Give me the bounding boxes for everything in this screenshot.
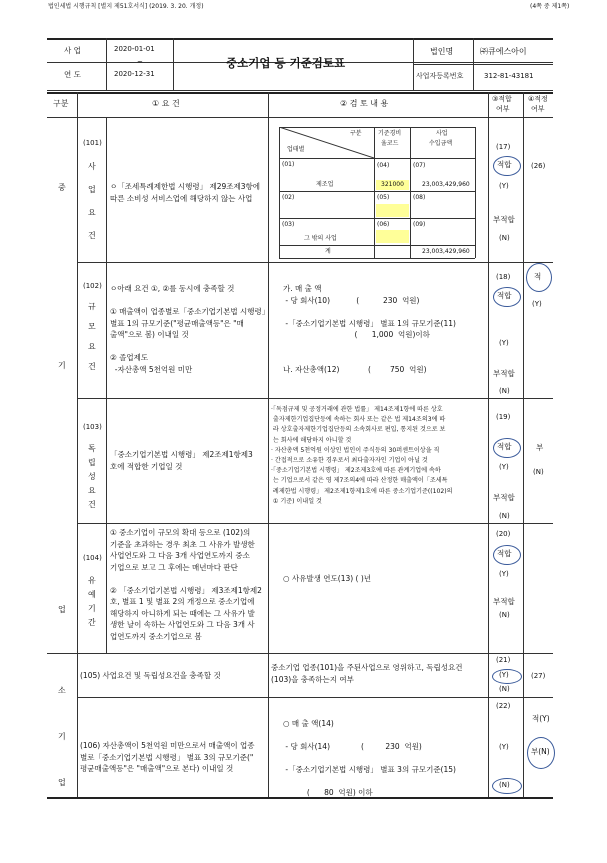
row102-fit-unfit: 부적합 <box>493 369 515 378</box>
form-title: 중소기업 등 기준검토표 <box>226 56 346 70</box>
row103-fit-n: (N) <box>499 512 510 520</box>
col-requirements: ① 요 건 <box>152 99 180 108</box>
highlight <box>376 204 409 217</box>
row102-fit-yes: 적합 <box>497 291 512 300</box>
row101-fit-yes: 적합 <box>497 160 512 169</box>
row104-label-char: 간 <box>88 618 96 627</box>
row101-fit-unfit: 부적합 <box>493 215 515 224</box>
row106-applied-yes: 적(Y) <box>532 714 550 723</box>
row102-requirement: ㅇ아래 요건 ①, ②를 동시에 충족할 것 ① 매출액이 업종별로「중소기업기본법 시행령」 별표 1의 규모기준("평균매출액등"은 "매 출액"으로 봄) 이내일 것 ② 졸업제도 -자산총액 5천억원 미만 <box>110 284 270 374</box>
table-col2-2: 율코드 <box>381 140 399 147</box>
row103-label-char: 립 <box>88 458 96 467</box>
period-label-2: 연 도 <box>64 70 81 79</box>
highlight <box>376 230 409 243</box>
table-code: (07) <box>413 162 426 169</box>
row101-label-char: 업 <box>88 185 96 194</box>
row104-fit-no: (20) <box>496 530 511 538</box>
row104-fit-n: (N) <box>499 611 510 619</box>
row106-fit-no: (22) <box>496 702 511 710</box>
table-code: (03) <box>282 221 295 228</box>
period-end: 2020-12-31 <box>114 70 155 78</box>
row103-label-char: 건 <box>88 500 96 509</box>
row104-fit-yes: 적합 <box>497 549 512 558</box>
row106-review: ○ 매 출 액(14) - 당 회사(14) ( 230 억원) -「중소기업기본법 시행령」 별표 3의 규모기준(15) ( 80 억원) 이하 <box>283 719 456 797</box>
row102-label-char: 요 <box>88 342 96 351</box>
col-fit-2: 여부 <box>496 105 510 113</box>
category-char: 업 <box>58 605 66 614</box>
table-col2-1: 기준경비 <box>378 130 402 137</box>
table-code: (08) <box>413 194 426 201</box>
category-char: 업 <box>58 778 66 787</box>
row101-label-char: 요 <box>88 208 96 217</box>
row103-label-char: 성 <box>88 472 96 481</box>
row103-fit-y: (Y) <box>499 463 509 471</box>
table-total-amount: 23,003,429,960 <box>422 248 470 255</box>
row103-review: ·「독점규제 및 공정거래에 관한 법률」 제14조제1항에 따른 상호 출자제한기업집단등에 속하는 회사 또는 같은 법 제14조의3에 따 라 상호출자제한기업집단등의 소속회사로 편입, 통지된 것으로 보 는 회사에 해당하지 아니할 것 · 자산총액 5천억원 이상인 법인이 주식등의 30퍼센트이상을 직 · 간접적으로 소유한 경우로서 최다출자자인 기업이 아닐 것 ·「중소기업기본법 시행령」 제2조제3호에 따른 관계기업에 속하 는 기업으로서 같은 영 제7조의4에 따라 산정한 매출액이「조세특 례제한법 시행령」 제2조제1항제1호에 따른 중소기업기준((102)의 ① 기준) 이내일 것 <box>271 406 453 505</box>
row104-fit-unfit: 부적합 <box>493 597 515 606</box>
row103-fit-no: (19) <box>496 413 511 421</box>
row106-fit-n: (N) <box>499 781 510 789</box>
table-business-type: 제조업 <box>316 181 334 188</box>
row102-applied-yes: 적 <box>534 272 542 281</box>
category-char: 기 <box>58 361 66 370</box>
table-other-business: 그 밖의 사업 <box>304 235 337 242</box>
biz-no-label: 사업자등록번호 <box>416 72 464 80</box>
table-col3-2: 수입금액 <box>429 140 453 147</box>
row101-code: (101) <box>83 139 102 147</box>
row105-applied-no: (27) <box>531 672 546 680</box>
row103-label-char: 독 <box>88 444 96 453</box>
row103-requirement: 「중소기업기본법 시행령」 제2조제1항제3 호에 적합한 기업일 것 <box>110 450 253 471</box>
row105-review: 중소기업 업종(101)을 주된사업으로 영위하고, 독립성요건 (103)을 충족하는지 여부 <box>271 663 463 684</box>
row101-fit-n: (N) <box>499 234 510 242</box>
row103-label-char: 요 <box>88 486 96 495</box>
row104-requirement: ① 중소기업이 규모의 확대 등으로 (102)의 기준을 초과하는 경우 최초 그 사유가 발생한 사업연도와 그 다음 3개 사업연도까지 중소 기업으로 보고 그 후에는 매년마다 판단 ② 「중소기업기본법 시행령」 제3조제1항제2 호, 별표 1 및 별표 2의 개정으로 중소기업에 해당하지 아니하게 되는 때에는 그 사유가 발 생한 날이 속하는 사업연도와 그 다음 3개 사 업연도까지 중소기업으로 봄 <box>110 528 262 641</box>
table-code: (05) <box>377 194 390 201</box>
table-code: (02) <box>282 194 295 201</box>
period-tilde: ~ <box>137 58 143 66</box>
row105-fit-n: (N) <box>499 685 510 693</box>
row101-applied-no: (26) <box>531 162 546 170</box>
row104-label-char: 유 <box>88 576 96 585</box>
table-corner-bottom: 업태별 <box>287 146 305 153</box>
row102-label-char: 규 <box>88 302 96 311</box>
col-category: 구분 <box>53 99 69 108</box>
row104-label-char: 기 <box>88 604 96 613</box>
table-expense-code: 321000 <box>381 181 404 188</box>
row101-fit-no: (17) <box>496 143 511 151</box>
row101-label-char: 건 <box>88 231 96 240</box>
row102-applied-y: (Y) <box>532 300 542 308</box>
table-total-label: 계 <box>325 248 331 255</box>
row101-fit-y: (Y) <box>499 182 509 190</box>
col-applied-1: ④적정 <box>528 95 548 103</box>
row102-review: 가. 매 출 액 - 당 회사(10) ( 230 억원) -「중소기업기본법 시행령」 별표 1의 규모기준(11) ( 1,000 억원)이하 나. 자산총액(12) ( 750 억원) <box>283 284 456 374</box>
form-reference: 법인세법 시행규칙 [별지 제51호서식] (2019. 3. 20. 개정) <box>48 3 204 10</box>
table-code: (09) <box>413 221 426 228</box>
col-review: ② 검 토 내 용 <box>340 99 389 108</box>
biz-no: 312-81-43181 <box>484 72 534 80</box>
row102-fit-n: (N) <box>499 387 510 395</box>
period-label-1: 사 업 <box>64 46 81 55</box>
row102-label-char: 건 <box>88 362 96 371</box>
page-count: (4쪽 중 제1쪽) <box>530 3 570 10</box>
row102-fit-y: (Y) <box>499 339 509 347</box>
row105-requirement: (105) 사업요건 및 독립성요건을 충족할 것 <box>80 671 221 680</box>
row105-fit-y: (Y) <box>499 671 509 679</box>
table-corner-top: 구분 <box>350 130 362 137</box>
row103-applied-n: (N) <box>533 468 544 476</box>
row103-fit-yes: 적합 <box>497 442 512 451</box>
table-col3-1: 사업 <box>436 130 448 137</box>
corp-name-label: 법인명 <box>430 47 454 56</box>
row102-fit-no: (18) <box>496 273 511 281</box>
col-applied-2: 여부 <box>531 105 545 113</box>
category-char: 소 <box>58 686 66 695</box>
row104-fit-y: (Y) <box>499 570 509 578</box>
category-char: 중 <box>58 183 66 192</box>
period-start: 2020-01-01 <box>114 45 155 53</box>
row103-fit-unfit: 부적합 <box>493 493 515 502</box>
table-code: (04) <box>377 162 390 169</box>
table-code: (06) <box>377 221 390 228</box>
row103-code: (103) <box>83 423 102 431</box>
corp-name: ㈜큐에스아이 <box>480 47 527 56</box>
row104-label-char: 예 <box>88 590 96 599</box>
row106-requirement: (106) 자산총액이 5천억원 미만으로서 매출액이 업종 별로「중소기업기본법 시행령」 별표 3의 규모기준(" 평균매출액등"은 "매출액"으로 본다) 이내일 것 <box>80 741 255 773</box>
row102-code: (102) <box>83 282 102 290</box>
col-fit-1: ③적합 <box>492 95 512 103</box>
row101-label-char: 사 <box>88 162 96 171</box>
category-char: 기 <box>58 732 66 741</box>
row104-review: ○ 사유발생 연도(13) ( )년 <box>283 574 372 583</box>
row101-requirement: ㅇ「조세특례제한법 시행령」 제29조제3항에 따른 소비성 서비스업에 해당하지 않는 사업 <box>110 182 261 203</box>
row105-fit-no: (21) <box>496 656 511 664</box>
row102-label-char: 모 <box>88 322 96 331</box>
row103-applied-no: 부 <box>536 443 544 452</box>
row106-applied-no: 부(N) <box>531 747 550 756</box>
table-code: (01) <box>282 161 295 168</box>
row106-fit-y: (Y) <box>499 743 509 751</box>
table-revenue: 23,003,429,960 <box>422 181 470 188</box>
row104-code: (104) <box>83 554 102 562</box>
